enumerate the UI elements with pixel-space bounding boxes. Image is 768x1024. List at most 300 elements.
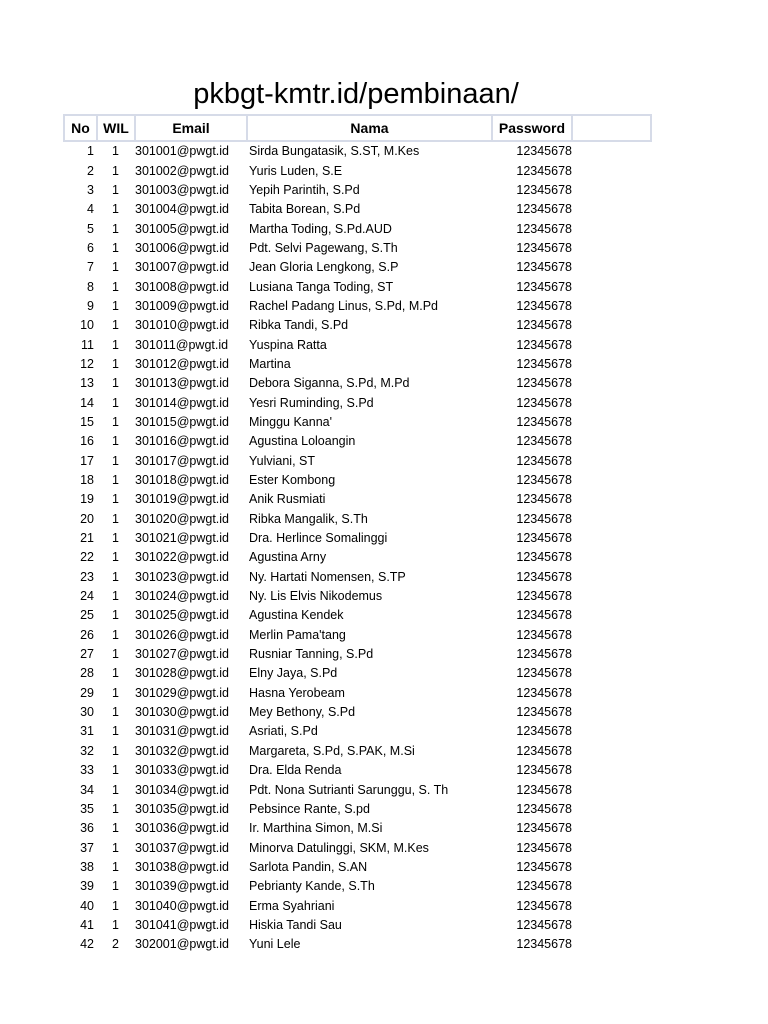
cell-extra <box>572 219 651 238</box>
cell-nama: Hasna Yerobeam <box>249 685 345 700</box>
cell-email: 301038@pwgt.id <box>135 859 230 874</box>
cell-no: 9 <box>87 298 94 313</box>
cell-email: 301027@pwgt.id <box>135 647 230 662</box>
cell-email: 301009@pwgt.id <box>135 298 230 313</box>
cell-extra <box>572 471 651 490</box>
cell-wil: 1 <box>112 163 119 178</box>
cell-email: 301004@pwgt.id <box>135 202 230 217</box>
cell-nama: Jean Gloria Lengkong, S.P <box>249 260 399 275</box>
cell-email: 301002@pwgt.id <box>135 163 230 178</box>
cell-no: 21 <box>80 531 94 546</box>
cell-no: 29 <box>80 685 94 700</box>
cell-nama: Merlin Pama'tang <box>249 627 346 642</box>
cell-email: 301018@pwgt.id <box>135 473 230 488</box>
cell-email: 301021@pwgt.id <box>135 531 230 546</box>
cell-no: 17 <box>80 453 94 468</box>
cell-password: 12345678 <box>516 550 572 565</box>
cell-extra <box>572 761 651 780</box>
cell-email: 301040@pwgt.id <box>135 898 230 913</box>
cell-nama: Yuni Lele <box>249 937 301 952</box>
cell-wil: 1 <box>112 298 119 313</box>
cell-nama: Tabita Borean, S.Pd <box>249 202 361 217</box>
cell-no: 22 <box>80 550 94 565</box>
cell-password: 12345678 <box>516 608 572 623</box>
cell-extra <box>572 742 651 761</box>
table-row <box>64 703 651 722</box>
cell-extra <box>572 277 651 296</box>
cell-nama: Elny Jaya, S.Pd <box>249 666 338 681</box>
cell-no: 12 <box>80 356 94 371</box>
cell-extra <box>572 432 651 451</box>
cell-password: 12345678 <box>516 144 572 159</box>
cell-password: 12345678 <box>516 221 572 236</box>
cell-wil: 1 <box>112 647 119 662</box>
cell-no: 30 <box>80 705 94 720</box>
cell-extra <box>572 858 651 877</box>
cell-email: 301026@pwgt.id <box>135 627 230 642</box>
cell-password: 12345678 <box>516 356 572 371</box>
cell-wil: 1 <box>112 685 119 700</box>
cell-email: 301007@pwgt.id <box>135 260 230 275</box>
cell-extra <box>572 703 651 722</box>
cell-no: 34 <box>80 782 94 797</box>
cell-email: 301003@pwgt.id <box>135 182 230 197</box>
cell-nama: Yepih Parintih, S.Pd <box>249 182 360 197</box>
cell-email: 301015@pwgt.id <box>135 414 230 429</box>
cell-password: 12345678 <box>516 898 572 913</box>
cell-extra <box>572 935 651 954</box>
header-email: Email <box>135 115 247 141</box>
cell-no: 24 <box>80 589 94 604</box>
cell-extra <box>572 664 651 683</box>
cell-extra <box>572 510 651 529</box>
table-row <box>64 510 651 529</box>
cell-nama: Agustina Arny <box>249 550 327 565</box>
cell-password: 12345678 <box>516 298 572 313</box>
cell-no: 7 <box>87 260 94 275</box>
cell-email: 301035@pwgt.id <box>135 801 230 816</box>
cell-nama: Ester Kombong <box>249 473 336 488</box>
cell-password: 12345678 <box>516 240 572 255</box>
cell-extra <box>572 200 651 219</box>
cell-extra <box>572 335 651 354</box>
cell-wil: 1 <box>112 202 119 217</box>
table-row <box>64 684 651 703</box>
cell-no: 23 <box>80 569 94 584</box>
table-row <box>64 587 651 606</box>
table-row <box>64 219 651 238</box>
cell-nama: Yulviani, ST <box>249 453 316 468</box>
table-row <box>64 452 651 471</box>
header-password: Password <box>492 115 572 141</box>
cell-wil: 1 <box>112 144 119 159</box>
cell-email: 301025@pwgt.id <box>135 608 230 623</box>
cell-extra <box>572 413 651 432</box>
table-row <box>64 141 651 161</box>
header-no: No <box>64 115 97 141</box>
table-row <box>64 645 651 664</box>
cell-nama: Erma Syahriani <box>249 898 335 913</box>
table-row <box>64 316 651 335</box>
cell-wil: 1 <box>112 531 119 546</box>
cell-email: 301034@pwgt.id <box>135 782 230 797</box>
table-row <box>64 742 651 761</box>
cell-password: 12345678 <box>516 859 572 874</box>
cell-no: 18 <box>80 473 94 488</box>
cell-extra <box>572 141 651 161</box>
cell-extra <box>572 819 651 838</box>
cell-nama: Martina <box>249 356 291 371</box>
cell-wil: 1 <box>112 221 119 236</box>
table-row <box>64 297 651 316</box>
cell-password: 12345678 <box>516 531 572 546</box>
cell-wil: 1 <box>112 182 119 197</box>
cell-nama: Rachel Padang Linus, S.Pd, M.Pd <box>249 298 439 313</box>
cell-wil: 1 <box>112 240 119 255</box>
cell-password: 12345678 <box>516 511 572 526</box>
cell-no: 2 <box>87 163 94 178</box>
table-row <box>64 858 651 877</box>
cell-no: 19 <box>80 492 94 507</box>
table-row <box>64 181 651 200</box>
cell-wil: 1 <box>112 569 119 584</box>
cell-extra <box>572 568 651 587</box>
cell-wil: 1 <box>112 550 119 565</box>
cell-password: 12345678 <box>516 801 572 816</box>
cell-extra <box>572 239 651 258</box>
cell-extra <box>572 452 651 471</box>
cell-no: 6 <box>87 240 94 255</box>
members-table <box>63 114 652 954</box>
cell-wil: 1 <box>112 840 119 855</box>
cell-wil: 1 <box>112 453 119 468</box>
cell-wil: 1 <box>112 821 119 836</box>
cell-password: 12345678 <box>516 414 572 429</box>
cell-email: 301014@pwgt.id <box>135 395 230 410</box>
cell-password: 12345678 <box>516 685 572 700</box>
table-row <box>64 800 651 819</box>
cell-password: 12345678 <box>516 821 572 836</box>
cell-nama: Dra. Elda Renda <box>249 763 342 778</box>
cell-no: 40 <box>80 898 94 913</box>
cell-wil: 1 <box>112 589 119 604</box>
cell-wil: 1 <box>112 666 119 681</box>
table-row <box>64 761 651 780</box>
table-row <box>64 258 651 277</box>
cell-email: 301012@pwgt.id <box>135 356 230 371</box>
cell-nama: Mey Bethony, S.Pd <box>249 705 356 720</box>
cell-password: 12345678 <box>516 782 572 797</box>
table-row <box>64 548 651 567</box>
cell-email: 302001@pwgt.id <box>135 937 230 952</box>
cell-email: 301031@pwgt.id <box>135 724 230 739</box>
cell-password: 12345678 <box>516 318 572 333</box>
cell-nama: Yuris Luden, S.E <box>249 163 343 178</box>
cell-wil: 1 <box>112 414 119 429</box>
cell-password: 12345678 <box>516 337 572 352</box>
table-row <box>64 877 651 896</box>
cell-password: 12345678 <box>516 724 572 739</box>
cell-password: 12345678 <box>516 376 572 391</box>
cell-nama: Dra. Herlince Somalinggi <box>249 531 388 546</box>
cell-wil: 1 <box>112 473 119 488</box>
cell-extra <box>572 916 651 935</box>
cell-wil: 1 <box>112 627 119 642</box>
header-wil: WIL <box>97 115 135 141</box>
header-extra <box>572 115 651 141</box>
table-row <box>64 490 651 509</box>
cell-nama: Agustina Kendek <box>249 608 344 623</box>
cell-extra <box>572 896 651 915</box>
cell-no: 31 <box>80 724 94 739</box>
cell-no: 38 <box>80 859 94 874</box>
cell-nama: Asriati, S.Pd <box>249 724 318 739</box>
table-row <box>64 393 651 412</box>
cell-wil: 1 <box>112 879 119 894</box>
cell-nama: Rusniar Tanning, S.Pd <box>249 647 374 662</box>
cell-no: 4 <box>87 202 94 217</box>
cell-nama: Pdt. Selvi Pagewang, S.Th <box>249 240 398 255</box>
cell-extra <box>572 181 651 200</box>
table-row <box>64 916 651 935</box>
cell-wil: 1 <box>112 376 119 391</box>
cell-password: 12345678 <box>516 705 572 720</box>
cell-password: 12345678 <box>516 453 572 468</box>
table-row <box>64 161 651 180</box>
cell-password: 12345678 <box>516 182 572 197</box>
cell-email: 301037@pwgt.id <box>135 840 230 855</box>
cell-nama: Pebrianty Kande, S.Th <box>249 879 375 894</box>
cell-wil: 1 <box>112 608 119 623</box>
table-row <box>64 355 651 374</box>
cell-nama: Minorva Datulinggi, SKM, M.Kes <box>249 840 429 855</box>
cell-nama: Ny. Hartati Nomensen, S.TP <box>249 569 406 584</box>
cell-nama: Ir. Marthina Simon, M.Si <box>249 821 383 836</box>
cell-no: 27 <box>80 647 94 662</box>
cell-no: 26 <box>80 627 94 642</box>
table-row <box>64 935 651 954</box>
cell-wil: 1 <box>112 279 119 294</box>
cell-email: 301033@pwgt.id <box>135 763 230 778</box>
cell-password: 12345678 <box>516 763 572 778</box>
table-row <box>64 722 651 741</box>
cell-extra <box>572 626 651 645</box>
cell-password: 12345678 <box>516 917 572 932</box>
cell-extra <box>572 374 651 393</box>
cell-password: 12345678 <box>516 937 572 952</box>
table-row <box>64 200 651 219</box>
table-header-row <box>64 115 651 141</box>
cell-email: 301019@pwgt.id <box>135 492 230 507</box>
table-row <box>64 277 651 296</box>
cell-email: 301001@pwgt.id <box>135 144 230 159</box>
cell-email: 301008@pwgt.id <box>135 279 230 294</box>
cell-nama: Debora Siganna, S.Pd, M.Pd <box>249 376 410 391</box>
table-row <box>64 239 651 258</box>
cell-wil: 1 <box>112 859 119 874</box>
table-body <box>64 141 651 954</box>
cell-extra <box>572 490 651 509</box>
cell-wil: 1 <box>112 260 119 275</box>
cell-no: 20 <box>80 511 94 526</box>
cell-password: 12345678 <box>516 569 572 584</box>
cell-no: 36 <box>80 821 94 836</box>
cell-email: 301006@pwgt.id <box>135 240 230 255</box>
cell-no: 28 <box>80 666 94 681</box>
cell-no: 41 <box>80 917 94 932</box>
cell-no: 32 <box>80 743 94 758</box>
cell-email: 301032@pwgt.id <box>135 743 230 758</box>
cell-email: 301010@pwgt.id <box>135 318 230 333</box>
table-row <box>64 819 651 838</box>
cell-password: 12345678 <box>516 647 572 662</box>
cell-email: 301036@pwgt.id <box>135 821 230 836</box>
table-row <box>64 568 651 587</box>
cell-wil: 1 <box>112 356 119 371</box>
cell-no: 33 <box>80 763 94 778</box>
cell-password: 12345678 <box>516 260 572 275</box>
cell-wil: 1 <box>112 763 119 778</box>
cell-password: 12345678 <box>516 627 572 642</box>
cell-extra <box>572 877 651 896</box>
cell-no: 42 <box>80 937 94 952</box>
table-row <box>64 838 651 857</box>
table-row <box>64 335 651 354</box>
cell-wil: 2 <box>112 937 119 952</box>
cell-extra <box>572 258 651 277</box>
cell-extra <box>572 645 651 664</box>
cell-email: 301020@pwgt.id <box>135 511 230 526</box>
cell-nama: Agustina Loloangin <box>249 434 356 449</box>
cell-extra <box>572 606 651 625</box>
cell-wil: 1 <box>112 434 119 449</box>
cell-wil: 1 <box>112 724 119 739</box>
cell-no: 5 <box>87 221 94 236</box>
cell-email: 301039@pwgt.id <box>135 879 230 894</box>
cell-no: 13 <box>80 376 94 391</box>
cell-no: 1 <box>87 144 94 159</box>
cell-no: 8 <box>87 279 94 294</box>
cell-extra <box>572 316 651 335</box>
cell-nama: Minggu Kanna' <box>249 414 333 429</box>
cell-wil: 1 <box>112 318 119 333</box>
cell-wil: 1 <box>112 492 119 507</box>
cell-wil: 1 <box>112 917 119 932</box>
table-row <box>64 374 651 393</box>
cell-email: 301016@pwgt.id <box>135 434 230 449</box>
cell-wil: 1 <box>112 511 119 526</box>
cell-password: 12345678 <box>516 492 572 507</box>
cell-password: 12345678 <box>516 395 572 410</box>
cell-extra <box>572 780 651 799</box>
table-row <box>64 471 651 490</box>
cell-no: 15 <box>80 414 94 429</box>
cell-email: 301013@pwgt.id <box>135 376 230 391</box>
cell-password: 12345678 <box>516 589 572 604</box>
cell-password: 12345678 <box>516 879 572 894</box>
cell-password: 12345678 <box>516 743 572 758</box>
header-nama: Nama <box>247 115 492 141</box>
cell-email: 301023@pwgt.id <box>135 569 230 584</box>
cell-email: 301024@pwgt.id <box>135 589 230 604</box>
cell-nama: Yuspina Ratta <box>249 337 327 352</box>
cell-no: 10 <box>80 318 94 333</box>
cell-nama: Pdt. Nona Sutrianti Sarunggu, S. Th <box>249 782 449 797</box>
cell-nama: Martha Toding, S.Pd.AUD <box>249 221 392 236</box>
cell-extra <box>572 587 651 606</box>
cell-wil: 1 <box>112 337 119 352</box>
cell-email: 301041@pwgt.id <box>135 917 230 932</box>
cell-wil: 1 <box>112 801 119 816</box>
cell-no: 39 <box>80 879 94 894</box>
cell-nama: Anik Rusmiati <box>249 492 326 507</box>
cell-no: 14 <box>80 395 94 410</box>
page-title: pkbgt-kmtr.id/pembinaan/ <box>193 78 519 110</box>
cell-nama: Ribka Mangalik, S.Th <box>249 511 368 526</box>
cell-nama: Lusiana Tanga Toding, ST <box>249 279 394 294</box>
cell-extra <box>572 684 651 703</box>
cell-email: 301030@pwgt.id <box>135 705 230 720</box>
cell-extra <box>572 297 651 316</box>
cell-no: 37 <box>80 840 94 855</box>
cell-no: 3 <box>87 182 94 197</box>
cell-no: 11 <box>81 337 94 352</box>
cell-password: 12345678 <box>516 202 572 217</box>
cell-extra <box>572 838 651 857</box>
cell-password: 12345678 <box>516 434 572 449</box>
cell-nama: Sirda Bungatasik, S.ST, M.Kes <box>249 144 420 159</box>
cell-wil: 1 <box>112 705 119 720</box>
table-row <box>64 413 651 432</box>
cell-wil: 1 <box>112 743 119 758</box>
cell-nama: Yesri Ruminding, S.Pd <box>249 395 374 410</box>
cell-password: 12345678 <box>516 840 572 855</box>
cell-nama: Ny. Lis Elvis Nikodemus <box>249 589 383 604</box>
cell-extra <box>572 355 651 374</box>
cell-extra <box>572 161 651 180</box>
cell-nama: Hiskia Tandi Sau <box>249 917 342 932</box>
cell-wil: 1 <box>112 782 119 797</box>
cell-email: 301011@pwgt.id <box>135 337 229 352</box>
cell-extra <box>572 393 651 412</box>
cell-wil: 1 <box>112 898 119 913</box>
table-row <box>64 780 651 799</box>
cell-password: 12345678 <box>516 473 572 488</box>
cell-nama: Margareta, S.Pd, S.PAK, M.Si <box>249 743 415 758</box>
table-row <box>64 896 651 915</box>
table-row <box>64 606 651 625</box>
cell-email: 301028@pwgt.id <box>135 666 230 681</box>
cell-no: 16 <box>80 434 94 449</box>
cell-email: 301029@pwgt.id <box>135 685 230 700</box>
cell-extra <box>572 548 651 567</box>
cell-email: 301005@pwgt.id <box>135 221 230 236</box>
cell-extra <box>572 529 651 548</box>
cell-wil: 1 <box>112 395 119 410</box>
table-row <box>64 626 651 645</box>
cell-nama: Sarlota Pandin, S.AN <box>249 859 368 874</box>
cell-nama: Ribka Tandi, S.Pd <box>249 318 349 333</box>
cell-email: 301022@pwgt.id <box>135 550 230 565</box>
cell-extra <box>572 800 651 819</box>
cell-password: 12345678 <box>516 279 572 294</box>
cell-extra <box>572 722 651 741</box>
cell-no: 25 <box>80 608 94 623</box>
cell-password: 12345678 <box>516 666 572 681</box>
cell-password: 12345678 <box>516 163 572 178</box>
table-row <box>64 529 651 548</box>
cell-no: 35 <box>80 801 94 816</box>
